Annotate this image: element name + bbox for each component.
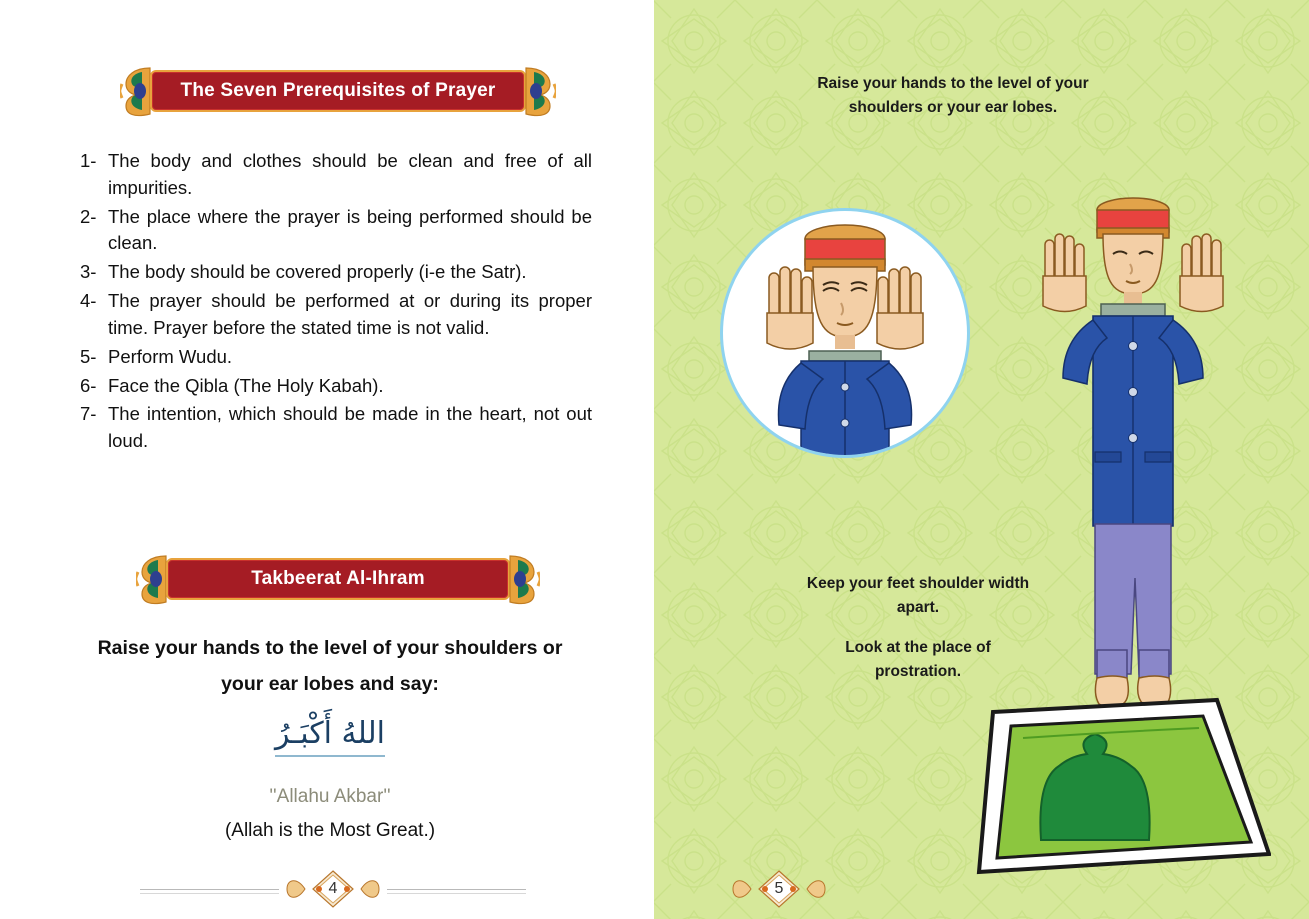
page-gutter bbox=[649, 0, 654, 919]
banner-ornament-left-icon bbox=[120, 64, 154, 118]
list-item-number: 6- bbox=[80, 374, 97, 396]
list-item-number: 5- bbox=[80, 345, 97, 367]
caption-look-prostration: Look at the place of prostration. bbox=[845, 639, 991, 681]
illustration-prayer-mat bbox=[971, 694, 1271, 884]
arabic-phrase-container bbox=[230, 716, 430, 757]
folio-rule-left bbox=[140, 889, 279, 890]
list-item-number: 4- bbox=[80, 290, 97, 312]
arabic-phrase: اللهُ أَكْبَـرُ bbox=[275, 716, 385, 757]
list-item-number: 1- bbox=[80, 150, 97, 171]
right-page bbox=[653, 0, 1309, 919]
list-item-text: The prayer should be performed at or during its proper time. Prayer before the stated time is not valid. bbox=[108, 290, 592, 338]
list-item-number: 3- bbox=[80, 261, 97, 283]
inset-illustration-hands-head bbox=[720, 208, 970, 458]
folio-badge-right bbox=[731, 869, 827, 909]
banner-takbeerat bbox=[140, 552, 536, 606]
list-item bbox=[80, 401, 592, 455]
list-item bbox=[80, 148, 592, 202]
caption-feet-width: Keep your feet shoulder width apart. bbox=[806, 575, 1030, 617]
list-item bbox=[80, 373, 592, 400]
list-item-number: 7- bbox=[80, 403, 97, 425]
list-item-text: Face the Qibla (The Holy Kabah). bbox=[108, 374, 384, 396]
list-item bbox=[80, 259, 592, 286]
page-number-right: 5 bbox=[774, 880, 784, 897]
list-item-text: The body and clothes should be clean and free of all impurities. bbox=[108, 150, 592, 198]
folio-rule-right bbox=[387, 889, 526, 890]
list-item bbox=[80, 288, 592, 342]
list-item-text: The intention, which should be made in the heart, not out loud. bbox=[108, 403, 592, 452]
banner2-ornament-left-icon bbox=[136, 552, 170, 606]
banner2-plate bbox=[166, 558, 510, 600]
illustration-standing-figure bbox=[983, 180, 1283, 780]
banner2-title: Takbeerat Al-Ihram bbox=[251, 568, 425, 589]
banner-title: The Seven Prerequisites of Prayer bbox=[180, 80, 496, 101]
list-item-text: The body should be covered properly (i-e the Satr). bbox=[108, 261, 527, 283]
list-item-text: Perform Wudu. bbox=[108, 345, 233, 367]
transliteration: ''Allahu Akbar'' bbox=[269, 786, 391, 807]
left-page bbox=[0, 0, 653, 919]
banner2-ornament-right-icon bbox=[506, 552, 540, 606]
page-number-left: 4 bbox=[328, 880, 338, 897]
list-item bbox=[80, 344, 592, 371]
takbeerat-instruction: Raise your hands to the level of your shoulders or your ear lobes and say: bbox=[97, 637, 563, 696]
banner-prerequisites bbox=[124, 64, 552, 118]
translation: (Allah is the Most Great.) bbox=[224, 820, 436, 841]
folio-badge-left bbox=[285, 869, 381, 909]
folio-right bbox=[725, 869, 895, 909]
list-item bbox=[80, 204, 592, 258]
list-item-text: The place where the prayer is being performed should be clean. bbox=[108, 205, 592, 254]
prerequisites-list bbox=[80, 148, 592, 457]
folio-left bbox=[140, 869, 526, 909]
banner-plate bbox=[150, 70, 526, 112]
caption-raise-hands: Raise your hands to the level of your shoulders or your ear lobes. bbox=[817, 75, 1089, 117]
list-item-number: 2- bbox=[80, 205, 97, 227]
banner-ornament-right-icon bbox=[522, 64, 556, 118]
